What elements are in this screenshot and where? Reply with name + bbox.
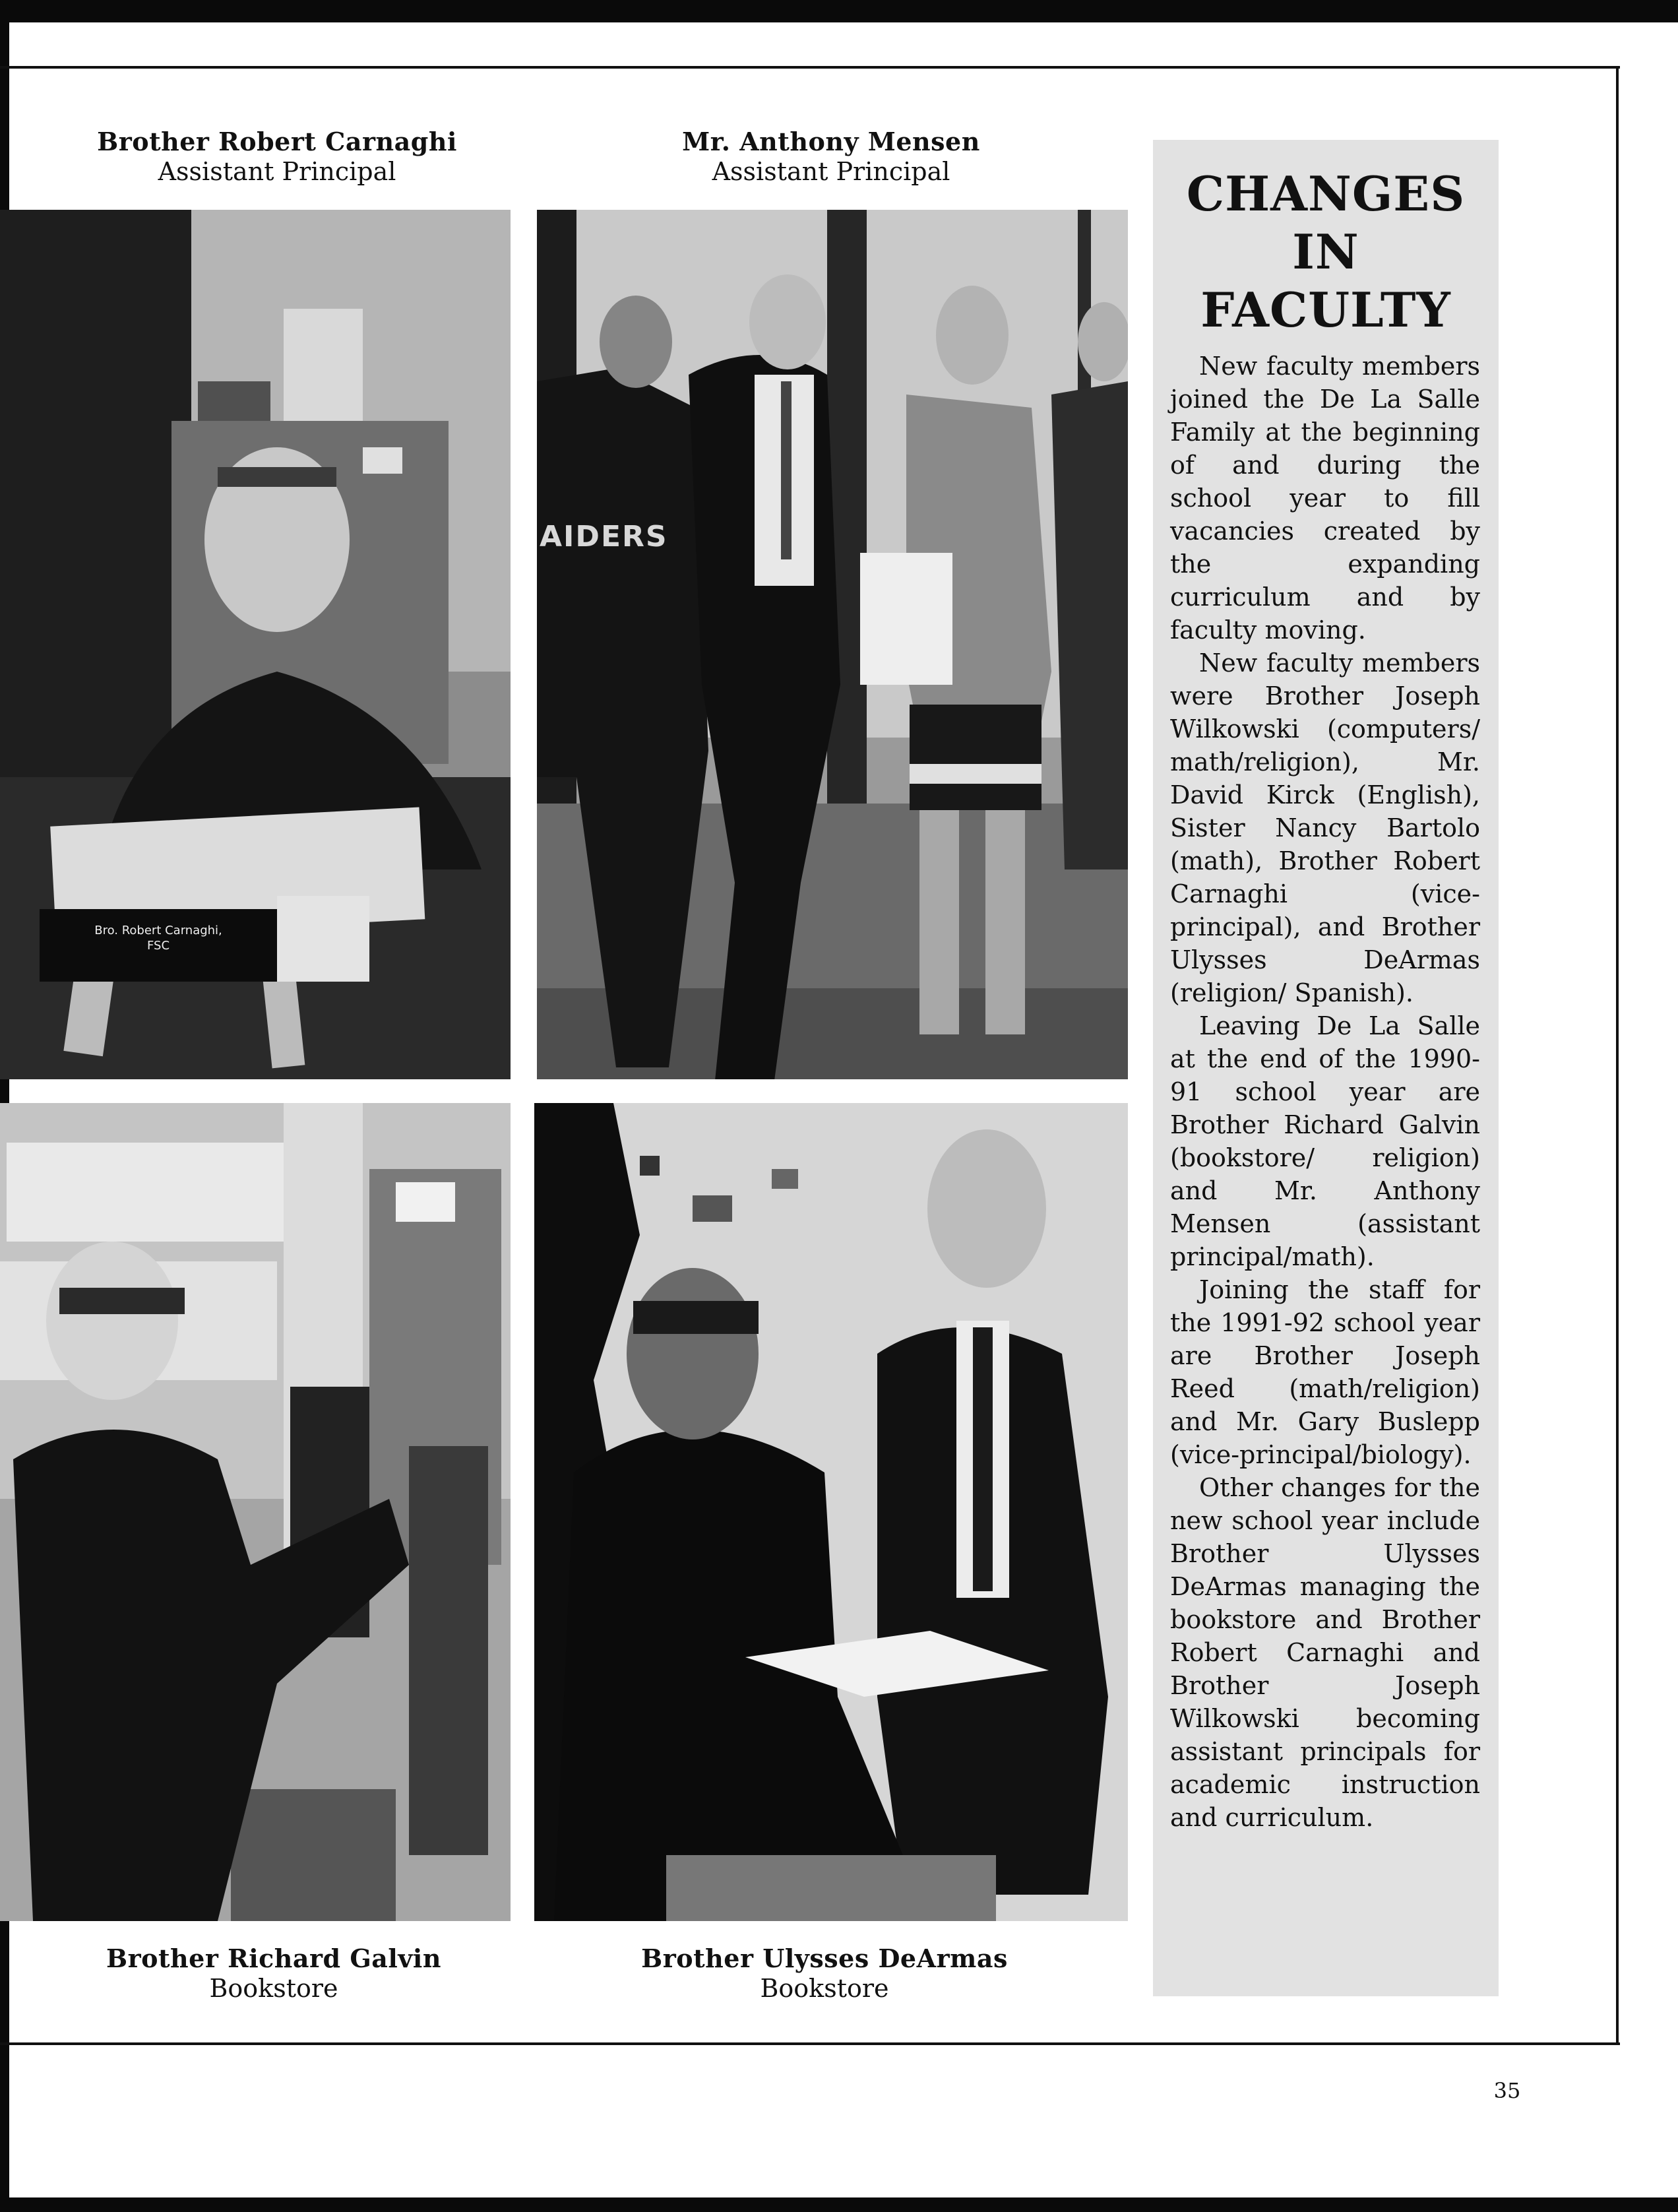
sidebar-title-line: FACULTY [1200,282,1451,338]
page-rule-top [0,66,1620,69]
page-rule-right [1616,66,1619,2045]
sidebar-title [1153,165,1499,339]
jacket-lettering: AIDERS [540,520,668,553]
sidebar-paragraph: New faculty members were Brother Joseph Wilkowski (computers/ math/religion), Mr. David Kirck (English), Sister Nancy Bartolo (math), Brother Robert Carnaghi (vice-principal), and Brother Ulysses DeArmas (religion/ Spanish). [1170,648,1480,1007]
sidebar-title-line: IN [1292,224,1359,280]
photo-caption-galvin [40,1943,508,2004]
caption-name: Brother Robert Carnaghi [97,127,457,156]
sidebar-paragraph: Other changes for the new school year include Brother Ulysses DeArmas managing the bookstore and Brother Robert Carnaghi and Brother Joseph Wilkowski becoming assistant principals for academic instruction and curriculum. [1170,1473,1480,1832]
page-number: 35 [1493,2078,1521,2103]
page-rule-bottom [0,2042,1620,2045]
caption-name: Brother Richard Galvin [106,1943,441,1973]
scan-edge-bottom [0,2197,1678,2212]
sidebar-paragraph: Joining the staff for the 1991-92 school year are Brother Joseph Reed (math/religion) and Mr. Gary Buslepp (vice-principal/biology). [1170,1275,1480,1469]
sidebar-paragraph: New faculty members joined the De La Salle Family at the beginning of and during the school year to fill vacancies created by the expanding curriculum and by faculty moving. [1170,352,1480,645]
photo-caption-dearmas [587,1943,1062,2004]
changes-in-faculty-sidebar [1153,140,1499,1996]
sidebar-paragraph: Leaving De La Salle at the end of the 1990-91 school year are Brother Richard Galvin (bookstore/ religion) and Mr. Anthony Mensen (assistant principal/math). [1170,1011,1480,1271]
photo-caption-mensen [594,127,1069,187]
sidebar-title-line: CHANGES [1186,166,1466,222]
photo-galvin-bookstore [0,1103,511,1921]
photo-mensen-with-students [537,210,1128,1079]
scan-edge-top [0,0,1678,22]
caption-name: Mr. Anthony Mensen [682,127,980,156]
caption-role: Assistant Principal [712,156,950,186]
caption-role: Bookstore [760,1973,889,2003]
desk-nameplate: Bro. Robert Carnaghi, FSC [94,924,222,953]
photo-dearmas-with-student [534,1103,1128,1921]
caption-role: Bookstore [209,1973,338,2003]
caption-name: Brother Ulysses DeArmas [641,1943,1008,1973]
caption-role: Assistant Principal [158,156,396,186]
sidebar-body [1170,350,1480,1834]
photo-caption-carnaghi [40,127,514,187]
photo-carnaghi-at-desk [0,210,511,1079]
